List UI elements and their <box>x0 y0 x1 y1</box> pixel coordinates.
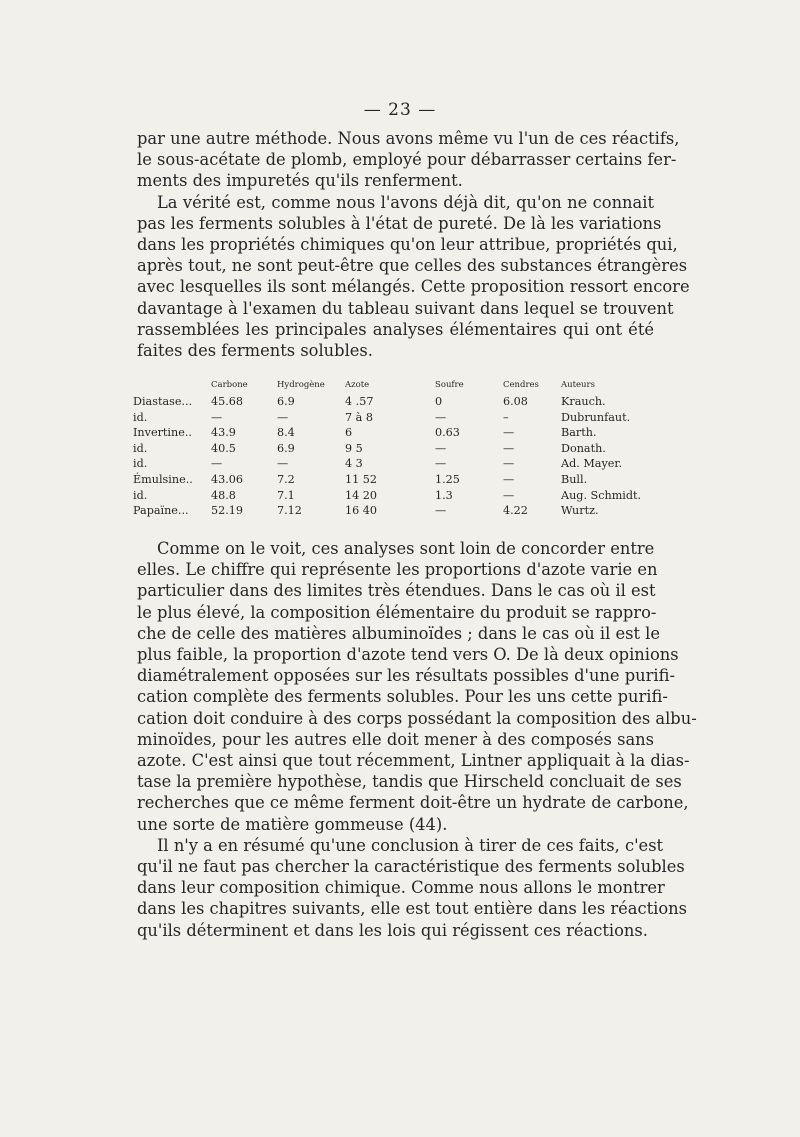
table-cell: — <box>435 504 447 518</box>
table-row <box>133 441 663 457</box>
text-line: che de celle des matières albuminoïdes ; dans le cas où il est le <box>137 623 661 643</box>
table-row <box>133 394 663 410</box>
table-cell: — <box>503 488 515 502</box>
table-cell: 1.3 <box>435 488 453 502</box>
text-line: plus faible, la proportion d'azote tend vers O. De là deux opinions <box>137 645 679 665</box>
table-cell: Émulsine.. <box>133 472 193 486</box>
text-line: recherches que ce même ferment doit-être un hydrate de carbone, <box>137 793 689 813</box>
table-cell: — <box>503 472 515 486</box>
table-cell: — <box>435 457 447 471</box>
table-header-cell: Carbone <box>211 380 248 391</box>
table-cell: id. <box>133 410 148 424</box>
text-line: La vérité est, comme nous l'avons déjà dit, qu'on ne connait <box>157 192 654 212</box>
text-line: ments des impuretés qu'ils renferment. <box>137 171 463 191</box>
table-cell: Aug. Schmidt. <box>561 488 642 502</box>
paragraph <box>137 538 697 835</box>
table-cell: 4 3 <box>345 457 363 471</box>
table-cell: 8.4 <box>277 426 295 440</box>
table-cell: 52.19 <box>211 504 244 518</box>
table-cell: Wurtz. <box>561 504 599 518</box>
table-cell: 6.08 <box>503 395 528 408</box>
table-cell: 9 5 <box>345 441 363 455</box>
text-line: après tout, ne sont peut-être que celles des substances étrangères <box>137 256 688 276</box>
text-line: le sous-acétate de plomb, employé pour débarrasser certains fer- <box>137 150 677 170</box>
text-line: qu'il ne faut pas chercher la caractéristique des ferments solubles <box>137 857 685 877</box>
table-cell: 48.8 <box>211 488 236 502</box>
table-cell: 45.68 <box>211 395 244 408</box>
table-header-cell: Hydrogène <box>277 380 325 391</box>
table-row <box>133 410 663 426</box>
table-cell: id. <box>133 457 148 471</box>
text-line: par une autre méthode. Nous avons même vu l'un de ces réactifs, <box>137 129 680 148</box>
text-line: tase la première hypothèse, tandis que Hirscheld concluait de ses <box>137 772 682 792</box>
text-line: diamétralement opposées sur les résultats possibles d'une purifi- <box>137 666 676 686</box>
analyses-table <box>133 378 663 519</box>
text-line: avec lesquelles ils sont mélangés. Cette proposition ressort encore <box>137 277 690 297</box>
table-header-cell: Azote <box>345 380 370 391</box>
text-line: pas les ferments solubles à l'état de pureté. De là les variations <box>137 213 662 233</box>
table-header-row <box>133 378 663 394</box>
table-row <box>133 488 663 504</box>
table-cell: 7 à 8 <box>345 410 374 424</box>
text-block-top <box>137 128 690 361</box>
table-cell: 6.9 <box>277 395 295 408</box>
paragraph <box>137 192 690 362</box>
table-cell: 7.12 <box>277 504 302 518</box>
table-cell: 0.63 <box>435 426 460 440</box>
table-cell: — <box>277 457 289 471</box>
text-line: faites des ferments solubles. <box>137 341 373 361</box>
table-cell: id. <box>133 441 148 455</box>
text-block-bottom <box>137 538 697 941</box>
table-header-cell: Cendres <box>503 380 539 391</box>
table-cell: Donath. <box>561 441 606 455</box>
table-cell: Bull. <box>561 472 588 486</box>
table-cell: — <box>277 410 289 424</box>
table-cell: — <box>211 410 223 424</box>
table-cell: 0 <box>435 395 443 408</box>
table-cell: Dubrunfaut. <box>561 410 631 424</box>
text-line: Il n'y a en résumé qu'une conclusion à tirer de ces faits, c'est <box>157 835 664 855</box>
table-cell: id. <box>133 488 148 502</box>
text-line: dans les chapitres suivants, elle est tout entière dans les réactions <box>137 899 688 919</box>
table-cell: 7.1 <box>277 488 295 502</box>
table-row <box>133 472 663 488</box>
text-line: Comme on le voit, ces analyses sont loin de concorder entre <box>157 539 655 558</box>
text-line: azote. C'est ainsi que tout récemment, Lintner appliquait à la dias- <box>137 751 690 771</box>
table-cell: — <box>435 410 447 424</box>
table-header-cell: Soufre <box>435 380 464 391</box>
text-line: davantage à l'examen du tableau suivant dans lequel se trouvent <box>137 298 674 318</box>
paragraph <box>137 128 680 192</box>
text-line: minoïdes, pour les autres elle doit mener à des composés sans <box>137 729 654 749</box>
text-line: particulier dans des limites très étendues. Dans le cas où il est <box>137 581 656 601</box>
page-number: — 23 — <box>363 100 437 120</box>
table-cell: — <box>211 457 223 471</box>
table-cell: 43.9 <box>211 426 236 440</box>
table-cell: Diastase... <box>133 395 193 408</box>
text-line: cation complète des ferments solubles. Pour les uns cette purifi- <box>137 687 668 707</box>
text-line: le plus élevé, la composition élémentaire du produit se rappro- <box>137 602 657 622</box>
table-row <box>133 503 663 519</box>
table-cell: 4 .57 <box>345 395 374 408</box>
text-line: qu'ils déterminent et dans les lois qui régissent ces réactions. <box>137 920 648 940</box>
table-cell: 40.5 <box>211 441 236 455</box>
table-cell: — <box>435 441 447 455</box>
table-cell: 6 <box>345 426 353 440</box>
table-cell: — <box>503 426 515 440</box>
table-cell: Invertine.. <box>133 426 192 440</box>
table-cell: Barth. <box>561 426 597 440</box>
table-header-cell: Auteurs <box>561 380 595 391</box>
table-cell: — <box>503 457 515 471</box>
text-line: cation doit conduire à des corps possédant la composition des albu- <box>137 708 697 728</box>
text-line: dans les propriétés chimiques qu'on leur attribue, propriétés qui, <box>137 235 678 255</box>
table-cell: 43.06 <box>211 472 244 486</box>
table-header-cell <box>133 378 211 394</box>
text-line: dans leur composition chimique. Comme nous allons le montrer <box>137 878 665 898</box>
table-cell: Ad. Mayer. <box>561 457 623 471</box>
table-row <box>133 425 663 441</box>
table-cell: 14 20 <box>345 488 378 502</box>
table-cell: 11 52 <box>345 472 378 486</box>
table-cell: 4.22 <box>503 504 528 518</box>
table-cell: Krauch. <box>561 395 606 408</box>
table-cell: — <box>503 441 515 455</box>
text-line: elles. Le chiffre qui représente les proportions d'azote varie en <box>137 560 658 580</box>
text-line: une sorte de matière gommeuse (44). <box>137 814 448 834</box>
table-row <box>133 456 663 472</box>
table-cell: 1.25 <box>435 472 460 486</box>
text-line: rassemblées les principales analyses élémentaires qui ont été <box>137 319 654 339</box>
table-cell: Papaïne... <box>133 504 189 518</box>
paragraph <box>137 835 688 941</box>
table-cell: 6.9 <box>277 441 295 455</box>
table-cell: 16 40 <box>345 504 378 518</box>
table-cell: – <box>503 410 509 424</box>
table-cell: 7.2 <box>277 472 295 486</box>
